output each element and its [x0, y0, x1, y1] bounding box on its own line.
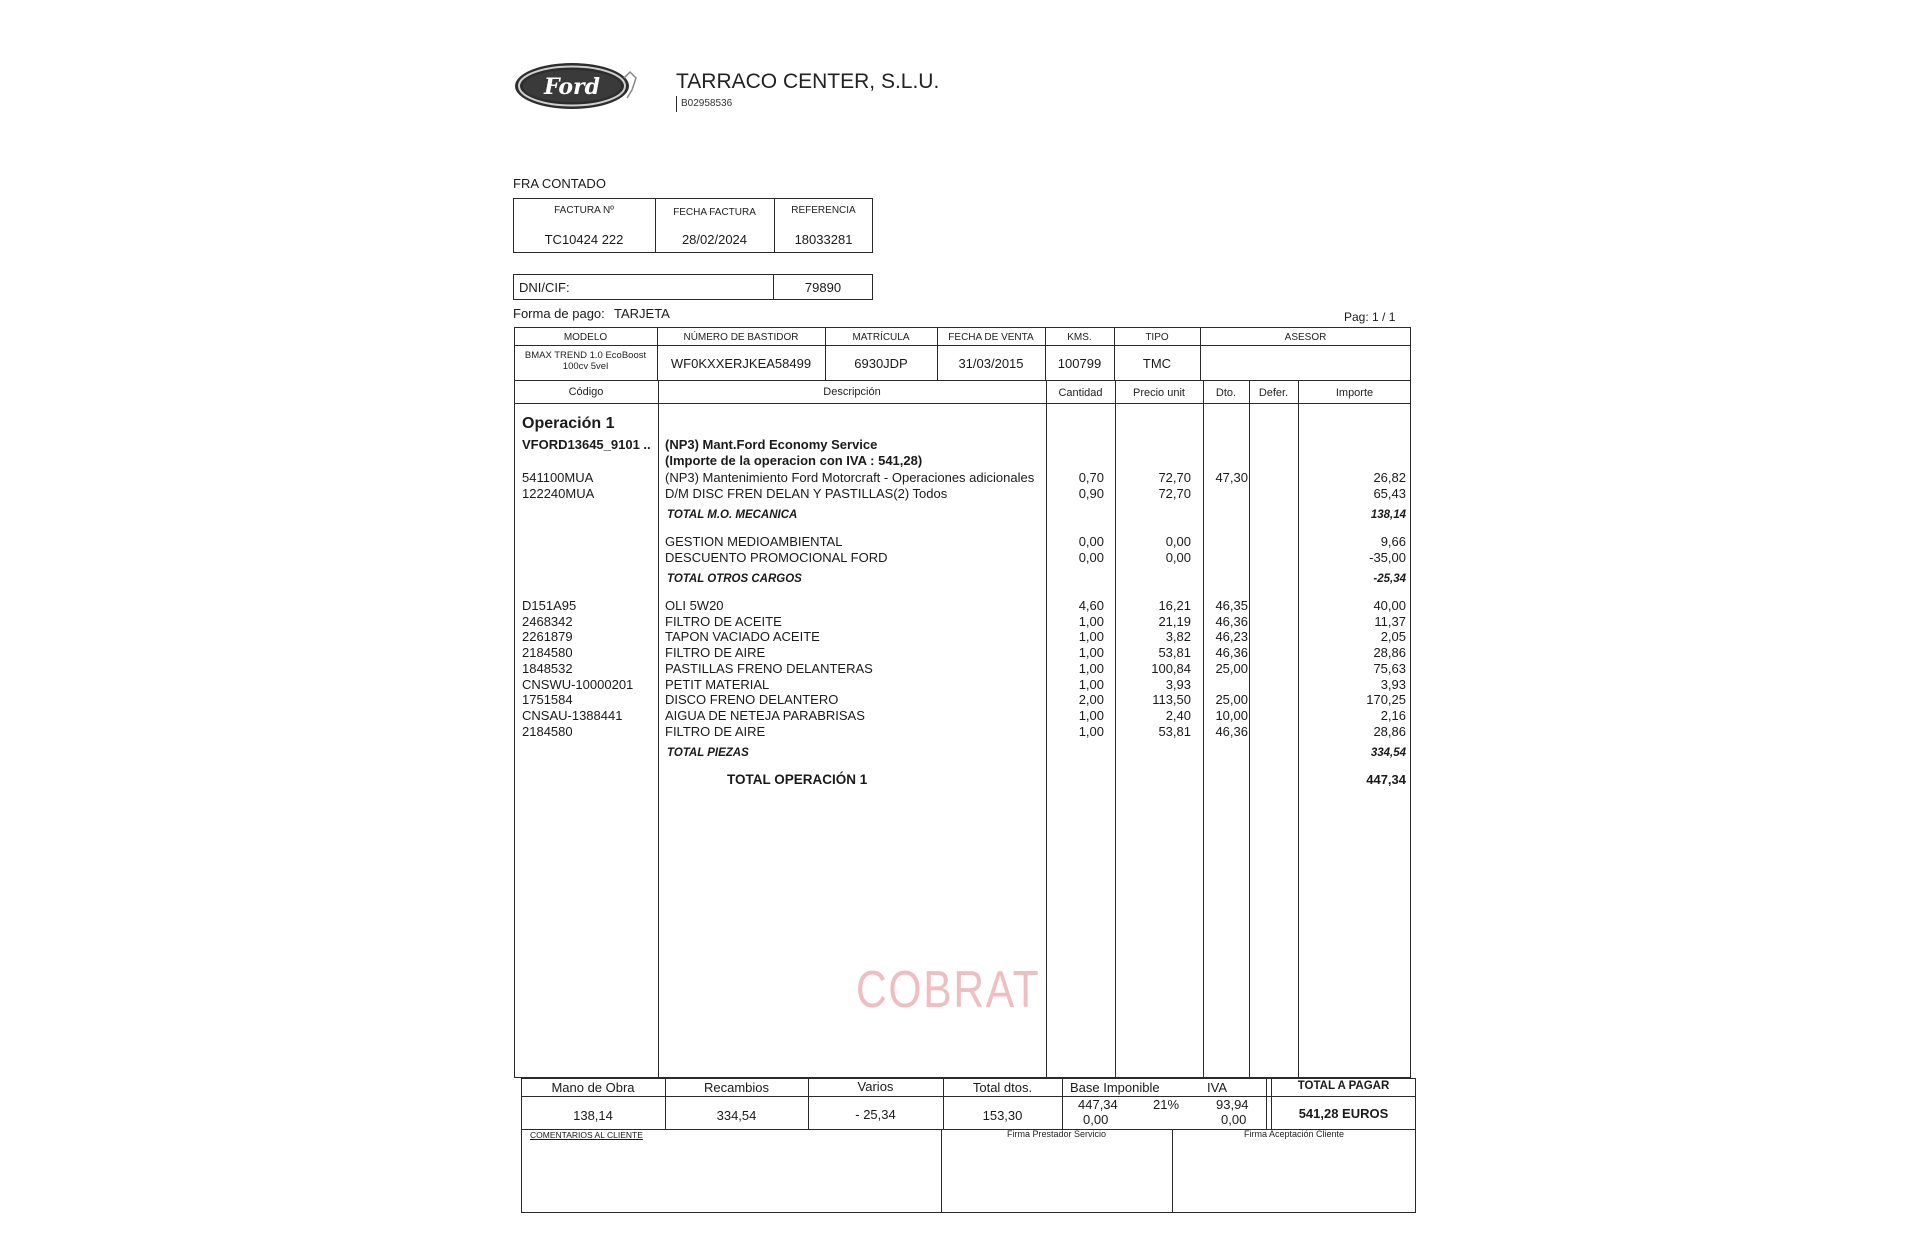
line-description: (NP3) Mantenimiento Ford Motorcraft - Operaciones adicionales: [665, 470, 1035, 485]
invoice-reference: 18033281: [794, 232, 853, 247]
line-description: DISCO FRENO DELANTERO: [665, 692, 839, 708]
line-quantity: 1,00: [1078, 723, 1104, 739]
vehicle-sale-date: 31/03/2015: [958, 356, 1024, 371]
line-code: D151A95: [522, 598, 577, 613]
line-description: GESTION MEDIOAMBIENTAL: [665, 534, 843, 549]
line-amount: 75,63: [1373, 660, 1406, 676]
line-code: 2184580: [522, 645, 573, 661]
column-discount: Dto.: [1215, 387, 1237, 399]
total-mo-value: 138,14: [1370, 509, 1406, 521]
column-description: Descripción: [823, 386, 881, 398]
line-code: 541100MUA: [522, 470, 594, 485]
line-amount: 170,25: [1366, 692, 1406, 708]
total-parts-value: 334,54: [1370, 747, 1406, 759]
line-unit-price: 100,84: [1151, 660, 1191, 676]
line-description: TAPON VACIADO ACEITE: [665, 629, 820, 645]
operation-title: Operación 1: [522, 415, 615, 432]
total-other-label: TOTAL OTROS CARGOS: [667, 573, 802, 585]
summary-label-total: TOTAL A PAGAR: [1297, 1080, 1390, 1092]
operation-service-subtitle: (Importe de la operacion con IVA : 541,28): [665, 453, 923, 468]
line-quantity: 1,00: [1078, 707, 1104, 723]
line-quantity: 0,70: [1078, 470, 1104, 485]
line-quantity: 0,90: [1078, 486, 1104, 501]
invoice-number: TC10424 222: [544, 232, 624, 247]
line-quantity: 0,00: [1078, 534, 1104, 549]
line-discount: 47,30: [1215, 470, 1248, 485]
invoice-date-label: FECHA FACTURA: [673, 207, 756, 218]
line-amount: 9,66: [1380, 534, 1406, 549]
line-amount: 28,86: [1373, 645, 1406, 661]
line-quantity: 1,00: [1078, 629, 1104, 645]
vehicle-header-advisor: ASESOR: [1284, 332, 1327, 343]
line-discount: 46,23: [1215, 629, 1248, 645]
invoice-date: 28/02/2024: [681, 232, 748, 247]
client-signature-label: Firma Aceptación Cliente: [1243, 1129, 1345, 1139]
line-discount: 25,00: [1215, 692, 1248, 708]
company-name: TARRACO CENTER, S.L.U.: [676, 70, 940, 93]
total-operation-label: TOTAL OPERACIÓN 1: [727, 772, 868, 787]
provider-signature-label: Firma Prestador Servicio: [1006, 1129, 1107, 1139]
payment-value: TARJETA: [614, 306, 670, 321]
dni-value: 79890: [804, 280, 842, 295]
payment-label: Forma de pago:: [513, 306, 605, 321]
line-unit-price: 3,93: [1165, 676, 1191, 692]
vehicle-kms: 100799: [1057, 356, 1102, 371]
line-discount: 46,36: [1215, 613, 1248, 629]
line-quantity: 0,00: [1078, 550, 1104, 565]
page-number: Pag: 1 / 1: [1344, 310, 1396, 324]
line-amount: -35,00: [1369, 550, 1406, 565]
line-description: FILTRO DE AIRE: [665, 723, 766, 739]
line-unit-price: 2,40: [1165, 707, 1191, 723]
column-quantity: Cantidad: [1058, 387, 1103, 399]
summary-label-labour: Mano de Obra: [551, 1080, 635, 1095]
company-cif: B02958536: [681, 98, 733, 109]
line-discount: 25,00: [1215, 660, 1248, 676]
line-amount: 40,00: [1373, 598, 1406, 613]
line-amount: 2,16: [1380, 707, 1406, 723]
line-description: D/M DISC FREN DELAN Y PASTILLAS(2) Todos: [665, 486, 948, 501]
line-unit-price: 16,21: [1158, 598, 1191, 613]
vehicle-model-line1: BMAX TREND 1.0 EcoBoost: [524, 350, 647, 361]
line-amount: 2,05: [1380, 629, 1406, 645]
summary-label-misc: Varios: [857, 1079, 894, 1094]
document-type: FRA CONTADO: [513, 176, 606, 191]
line-quantity: 1,00: [1078, 660, 1104, 676]
line-quantity: 1,00: [1078, 645, 1104, 661]
line-unit-price: 53,81: [1158, 645, 1191, 661]
summary-vat-value-2: 0,00: [1221, 1112, 1247, 1127]
summary-label-tax-base: Base Imponible: [1070, 1080, 1160, 1095]
column-code: Código: [568, 386, 604, 398]
line-unit-price: 21,19: [1158, 613, 1191, 629]
line-amount: 28,86: [1373, 723, 1406, 739]
total-operation-value: 447,34: [1366, 772, 1406, 787]
column-deferred: Defer.: [1258, 387, 1289, 399]
line-amount: 3,93: [1380, 676, 1406, 692]
line-description: DESCUENTO PROMOCIONAL FORD: [665, 550, 888, 565]
invoice-ref-label: REFERENCIA: [791, 205, 856, 216]
line-amount: 11,37: [1374, 613, 1406, 629]
line-unit-price: 3,82: [1165, 629, 1191, 645]
line-amount: 26,82: [1373, 470, 1406, 485]
vehicle-header-model: MODELO: [563, 332, 608, 343]
line-code: 2184580: [522, 723, 573, 739]
line-quantity: 1,00: [1078, 676, 1104, 692]
vehicle-header-type: TIPO: [1145, 332, 1169, 343]
vehicle-header-plate: MATRÍCULA: [852, 332, 910, 343]
line-code: 1751584: [522, 692, 573, 708]
vehicle-header-sale-date: FECHA DE VENTA: [948, 332, 1034, 343]
line-unit-price: 0,00: [1165, 550, 1191, 565]
operation-code: VFORD13645_9101 ..: [522, 437, 651, 452]
line-code: 2468342: [522, 613, 573, 629]
line-quantity: 2,00: [1078, 692, 1104, 708]
paid-stamp: COBRAT: [856, 961, 1041, 1019]
summary-discounts-value: 153,30: [982, 1108, 1023, 1123]
line-quantity: 1,00: [1078, 613, 1104, 629]
customer-comments-label: COMENTARIOS AL CLIENTE: [530, 1130, 643, 1140]
line-description: AIGUA DE NETEJA PARABRISAS: [665, 707, 865, 723]
line-description: PETIT MATERIAL: [665, 676, 770, 692]
line-discount: 46,36: [1215, 645, 1248, 661]
vehicle-type: TMC: [1142, 356, 1172, 371]
invoice-number-label: FACTURA Nº: [554, 205, 614, 216]
line-code: 2261879: [522, 629, 573, 645]
total-parts-label: TOTAL PIEZAS: [667, 747, 749, 759]
line-unit-price: 113,50: [1152, 692, 1191, 708]
line-unit-price: 72,70: [1158, 470, 1191, 485]
summary-label-discounts: Total dtos.: [972, 1080, 1033, 1095]
dni-label: DNI/CIF:: [519, 280, 570, 295]
vehicle-header-kms: KMS.: [1067, 332, 1092, 343]
summary-tax-base-value-2: 0,00: [1083, 1112, 1109, 1127]
svg-text:Ford: Ford: [543, 74, 601, 100]
vehicle-header-vin: NÚMERO DE BASTIDOR: [683, 332, 799, 343]
vehicle-plate: 6930JDP: [854, 356, 908, 371]
line-description: FILTRO DE AIRE: [665, 645, 766, 661]
line-unit-price: 72,70: [1158, 486, 1191, 501]
line-description: FILTRO DE ACEITE: [665, 613, 782, 629]
line-code: 122240MUA: [522, 486, 595, 501]
vehicle-model-line2: 100cv 5vel: [562, 361, 609, 372]
total-other-value: -25,34: [1373, 573, 1406, 585]
column-amount: Importe: [1335, 387, 1374, 399]
line-discount: 46,35: [1215, 598, 1248, 613]
line-code: CNSWU-10000201: [522, 676, 634, 692]
line-description: PASTILLAS FRENO DELANTERAS: [665, 660, 873, 676]
total-mo-label: TOTAL M.O. MECANICA: [667, 509, 798, 521]
line-code: CNSAU-1388441: [522, 707, 623, 723]
line-unit-price: 53,81: [1158, 723, 1191, 739]
summary-parts-value: 334,54: [716, 1108, 757, 1123]
summary-total-value: 541,28 EUROS: [1298, 1106, 1389, 1121]
line-code: 1848532: [522, 660, 573, 676]
ford-logo: [512, 58, 640, 114]
line-unit-price: 0,00: [1165, 534, 1191, 549]
line-description: OLI 5W20: [665, 598, 724, 613]
summary-misc-value: - 25,34: [855, 1107, 896, 1122]
column-unit-price: Precio unit: [1133, 387, 1185, 399]
operation-service: (NP3) Mant.Ford Economy Service: [665, 437, 878, 452]
summary-label-vat: IVA: [1207, 1080, 1227, 1095]
vehicle-vin: WF0KXXERJKEA58499: [670, 356, 812, 371]
line-discount: 46,36: [1215, 723, 1248, 739]
summary-vat-value: 93,94: [1216, 1097, 1249, 1112]
footer-box: [521, 1130, 1416, 1213]
line-quantity: 4,60: [1078, 598, 1104, 613]
line-amount: 65,43: [1373, 486, 1406, 501]
summary-label-parts: Recambios: [703, 1080, 770, 1095]
summary-labour-value: 138,14: [573, 1108, 613, 1123]
line-discount: 10,00: [1215, 707, 1248, 723]
summary-vat-rate: 21%: [1153, 1097, 1180, 1112]
summary-tax-base-value: 447,34: [1078, 1097, 1118, 1112]
